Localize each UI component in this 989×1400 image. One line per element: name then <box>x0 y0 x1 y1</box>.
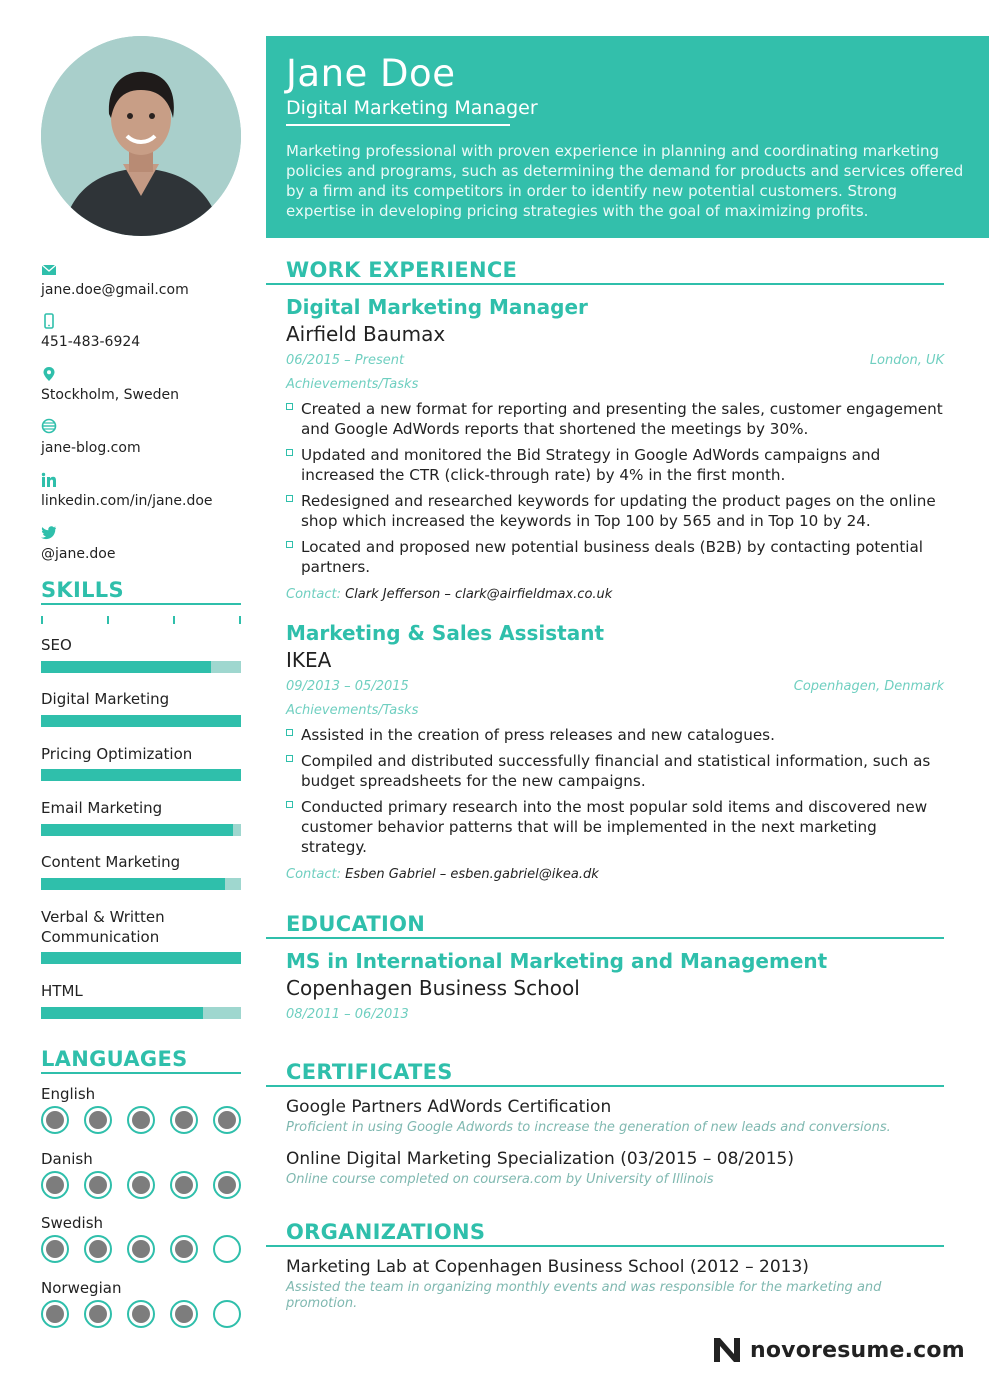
education-dates: 08/2011 – 06/2013 <box>286 1007 409 1022</box>
skill-bar <box>41 715 241 727</box>
rating-dot-filled <box>170 1106 198 1134</box>
organization-title: Marketing Lab at Copenhagen Business School (2012 – 2013) <box>286 1257 809 1277</box>
skill-bar-fill <box>41 661 211 673</box>
rating-dot-core <box>175 1111 193 1129</box>
rating-dot-core <box>46 1176 64 1194</box>
rating-dot-core <box>46 1240 64 1258</box>
rating-dot-core <box>89 1305 107 1323</box>
language-label: English <box>41 1085 96 1103</box>
skill-bar <box>41 1007 241 1019</box>
twitter-icon <box>41 524 57 540</box>
profile-photo <box>41 36 241 236</box>
task-item: Redesigned and researched keywords for updating the product pages on the online shop which increased the keywords in Top 100 by 565 and in Top 10 by 24. <box>286 491 946 531</box>
certificate-title: Online Digital Marketing Specialization (03/2015 – 08/2015) <box>286 1149 795 1169</box>
brand-logo[interactable] <box>712 1334 965 1366</box>
reference-value: Esben Gabriel – esben.gabriel@ikea.dk <box>345 867 599 882</box>
languages-heading: LANGUAGES <box>41 1047 188 1071</box>
language-rating <box>41 1235 241 1263</box>
company-name: IKEA <box>286 648 332 672</box>
certificates-heading: CERTIFICATES <box>286 1060 453 1084</box>
degree-title: MS in International Marketing and Management <box>286 949 828 973</box>
contact-phone: 451-483-6924 <box>41 334 141 350</box>
candidate-name: Jane Doe <box>286 52 456 95</box>
location-pin-icon <box>41 366 57 382</box>
reference-contact <box>286 587 612 602</box>
rating-dot-core <box>132 1111 150 1129</box>
job-title: Digital Marketing Manager <box>286 295 588 319</box>
language-rating <box>41 1171 241 1199</box>
skill-bar <box>41 824 241 836</box>
skill-bar-fill <box>41 715 241 727</box>
rating-dot-filled <box>127 1106 155 1134</box>
task-list <box>286 725 946 863</box>
task-item: Created a new format for reporting and presenting the sales, customer engagement and Google AdWords reports that shortened the meetings by 30%. <box>286 399 946 439</box>
rating-dot-core <box>132 1176 150 1194</box>
linkedin-icon <box>41 472 57 488</box>
reference-label: Contact: <box>286 867 341 882</box>
rating-dot-filled <box>41 1171 69 1199</box>
skill-label: Pricing Optimization <box>41 745 193 763</box>
skill-bar-fill <box>41 769 241 781</box>
rating-dot-filled <box>127 1235 155 1263</box>
task-item: Assisted in the creation of press releases and new catalogues. <box>286 725 946 745</box>
skills-divider <box>41 603 241 605</box>
contact-linkedin[interactable]: linkedin.com/in/jane.doe <box>41 493 213 509</box>
rating-dot-core <box>175 1176 193 1194</box>
skill-scale-tick <box>173 616 175 624</box>
skill-bar-fill <box>41 824 233 836</box>
task-item: Conducted primary research into the most popular sold items and discovered new customer behavior patterns that will be implemented in the next marketing strategy. <box>286 797 946 857</box>
email-icon <box>41 262 57 278</box>
skill-label: Content Marketing <box>41 853 181 871</box>
rating-dot-core <box>175 1240 193 1258</box>
skill-scale-tick <box>239 616 241 624</box>
brand-text: novoresume.com <box>750 1337 965 1363</box>
rating-dot-filled <box>213 1106 241 1134</box>
portrait-illustration <box>41 36 241 236</box>
task-list <box>286 399 946 583</box>
skill-bar <box>41 661 241 673</box>
tasks-label: Achievements/Tasks <box>286 703 419 718</box>
rating-dot-core <box>89 1240 107 1258</box>
rating-dot-filled <box>41 1235 69 1263</box>
job-title: Marketing & Sales Assistant <box>286 621 605 645</box>
contact-blog[interactable]: jane-blog.com <box>41 440 141 456</box>
rating-dot-filled <box>41 1300 69 1328</box>
skills-heading: SKILLS <box>41 578 124 602</box>
rating-dot-filled <box>170 1300 198 1328</box>
rating-dot-filled <box>41 1106 69 1134</box>
languages-divider <box>41 1072 241 1074</box>
rating-dot-core <box>218 1176 236 1194</box>
skill-label: Email Marketing <box>41 799 163 817</box>
rating-dot-filled <box>84 1106 112 1134</box>
school-name: Copenhagen Business School <box>286 976 580 1000</box>
certificates-divider <box>266 1085 944 1087</box>
rating-dot-core <box>89 1111 107 1129</box>
skill-bar-fill <box>41 952 241 964</box>
contact-location: Stockholm, Sweden <box>41 387 179 403</box>
rating-dot-filled <box>213 1171 241 1199</box>
language-label: Danish <box>41 1150 93 1168</box>
reference-value: Clark Jefferson – clark@airfieldmax.co.uk <box>345 587 613 602</box>
skill-bar-fill <box>41 878 225 890</box>
reference-label: Contact: <box>286 587 341 602</box>
summary-text: Marketing professional with proven experience in planning and coordinating marketing policies and programs, such as determining the demand for products and services offered by a firm and its competitors in order to identify new potential customers. Strong expertise in developing pricing strategies with the goal of maximizing profits. <box>286 142 964 220</box>
rating-dot-filled <box>84 1171 112 1199</box>
certificate-title: Google Partners AdWords Certification <box>286 1097 612 1117</box>
skill-bar <box>41 952 241 964</box>
job-location: Copenhagen, Denmark <box>793 679 944 694</box>
organizations-heading: ORGANIZATIONS <box>286 1220 486 1244</box>
contact-twitter[interactable]: @jane.doe <box>41 546 116 562</box>
education-heading: EDUCATION <box>286 912 426 936</box>
blog-icon <box>41 418 57 434</box>
company-name: Airfield Baumax <box>286 322 446 346</box>
language-rating <box>41 1300 241 1328</box>
rating-dot-core <box>175 1305 193 1323</box>
rating-dot-filled <box>170 1171 198 1199</box>
rating-dot-filled <box>84 1235 112 1263</box>
skill-label: SEO <box>41 636 72 654</box>
task-item: Compiled and distributed successfully financial and statistical information, such as budget spreadsheets for the new campaigns. <box>286 751 946 791</box>
rating-dot-core <box>218 1111 236 1129</box>
organization-desc: Assisted the team in organizing monthly events and was responsible for the marketing and promotion. <box>286 1280 882 1311</box>
task-item: Located and proposed new potential business deals (B2B) by contacting potential partners. <box>286 537 946 577</box>
skill-scale-tick <box>107 616 109 624</box>
skill-bar-fill <box>41 1007 203 1019</box>
rating-dot-core <box>132 1240 150 1258</box>
novoresume-logo-icon <box>712 1336 742 1364</box>
rating-dot-filled <box>127 1300 155 1328</box>
certificate-desc: Online course completed on coursera.com by University of Illinois <box>286 1172 714 1187</box>
organizations-divider <box>266 1245 944 1247</box>
task-item: Updated and monitored the Bid Strategy in Google AdWords campaigns and increased the CTR (click-through rate) by 4% in the first month. <box>286 445 946 485</box>
skill-label: Verbal & Written Communication <box>41 908 165 946</box>
reference-contact <box>286 867 599 882</box>
rating-dot-filled <box>170 1235 198 1263</box>
rating-dot-empty <box>213 1235 241 1263</box>
language-label: Norwegian <box>41 1279 122 1297</box>
work-divider <box>266 283 944 285</box>
title-divider <box>286 124 510 126</box>
rating-dot-filled <box>127 1171 155 1199</box>
work-experience-heading: WORK EXPERIENCE <box>286 258 518 282</box>
rating-dot-core <box>132 1305 150 1323</box>
language-rating <box>41 1106 241 1134</box>
job-dates: 09/2013 – 05/2015 <box>286 679 409 694</box>
rating-dot-core <box>46 1111 64 1129</box>
education-divider <box>266 937 944 939</box>
rating-dot-filled <box>84 1300 112 1328</box>
tasks-label: Achievements/Tasks <box>286 377 419 392</box>
skill-label: Digital Marketing <box>41 690 170 708</box>
skill-scale-tick <box>41 616 43 624</box>
phone-icon <box>41 313 57 329</box>
certificate-desc: Proficient in using Google Adwords to increase the generation of new leads and conversions. <box>286 1120 891 1135</box>
language-label: Swedish <box>41 1214 104 1232</box>
rating-dot-empty <box>213 1300 241 1328</box>
rating-dot-core <box>89 1176 107 1194</box>
job-location: London, UK <box>869 353 944 368</box>
contact-email[interactable]: jane.doe@gmail.com <box>41 282 189 298</box>
rating-dot-core <box>46 1305 64 1323</box>
job-dates: 06/2015 – Present <box>286 353 405 368</box>
skill-bar <box>41 769 241 781</box>
skill-bar <box>41 878 241 890</box>
skill-label: HTML <box>41 982 83 1000</box>
candidate-title: Digital Marketing Manager <box>286 97 538 119</box>
